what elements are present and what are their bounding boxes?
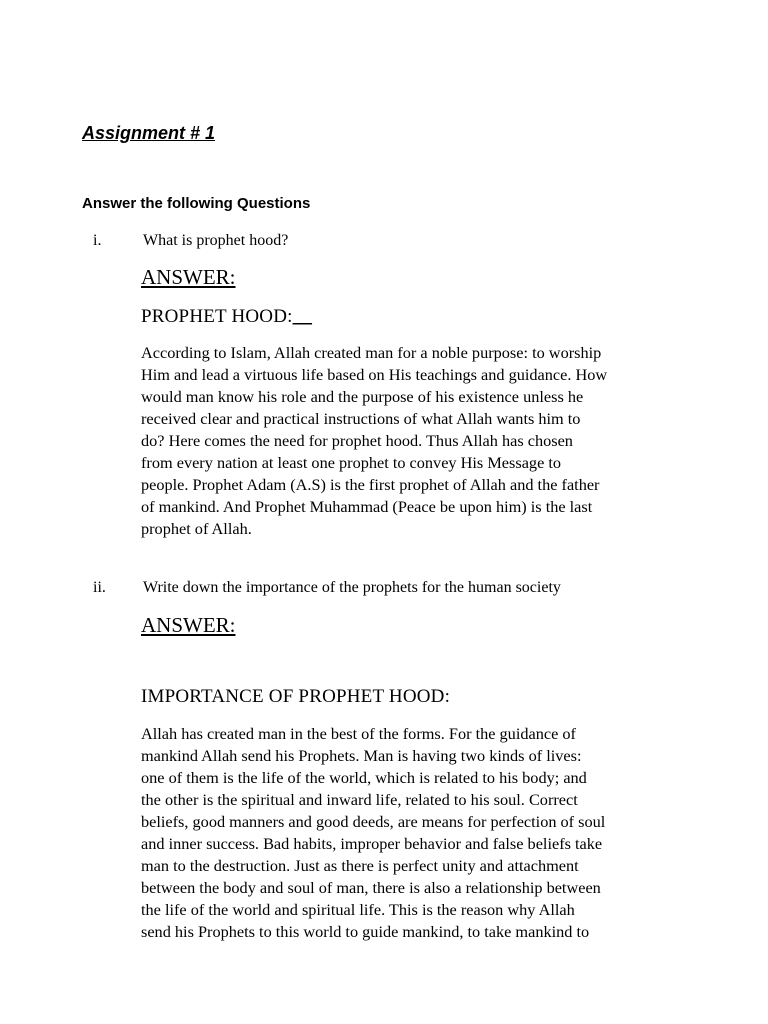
paragraph-line: from every nation at least one prophet to convey His Message to bbox=[141, 453, 562, 472]
paragraph-line: beliefs, good manners and good deeds, are means for perfection of soul bbox=[141, 812, 606, 831]
answer-1-paragraph bbox=[141, 342, 701, 540]
question-1-number: i. bbox=[93, 232, 102, 249]
paragraph-line: the other is the spiritual and inward life, related to his soul. Correct bbox=[141, 790, 578, 809]
paragraph-line: would man know his role and the purpose of his existence unless he bbox=[141, 387, 584, 406]
answer-1-heading-blank: __ bbox=[292, 306, 313, 327]
answer-1-heading-text: PROPHET HOOD: bbox=[141, 306, 293, 327]
question-2-number: ii. bbox=[93, 579, 106, 596]
paragraph-line: Allah has created man in the best of the forms. For the guidance of bbox=[141, 724, 576, 743]
paragraph-line: prophet of Allah. bbox=[141, 519, 252, 538]
paragraph-line: received clear and practical instructions of what Allah wants him to bbox=[141, 409, 581, 428]
paragraph-line: and inner success. Bad habits, improper behavior and false beliefs take bbox=[141, 834, 603, 853]
assignment-title: Assignment # 1 bbox=[82, 123, 216, 143]
answer-1-heading bbox=[141, 306, 312, 328]
question-1-text: What is prophet hood? bbox=[143, 232, 289, 249]
paragraph-line: people. Prophet Adam (A.S) is the first prophet of Allah and the father bbox=[141, 475, 600, 494]
answer-2-label: ANSWER: bbox=[141, 613, 236, 637]
paragraph-line: the life of the world and spiritual life. This is the reason why Allah bbox=[141, 900, 575, 919]
answer-2-heading: IMPORTANCE OF PROPHET HOOD: bbox=[141, 686, 451, 707]
paragraph-line: one of them is the life of the world, which is related to his body; and bbox=[141, 768, 587, 787]
answer-1-label: ANSWER: bbox=[141, 265, 236, 289]
paragraph-line: between the body and soul of man, there is also a relationship between bbox=[141, 878, 601, 897]
paragraph-line: man to the destruction. Just as there is perfect unity and attachment bbox=[141, 856, 579, 875]
instructions-heading: Answer the following Questions bbox=[82, 195, 311, 212]
paragraph-line: do? Here comes the need for prophet hood. Thus Allah has chosen bbox=[141, 431, 573, 450]
paragraph-line: Him and lead a virtuous life based on His teachings and guidance. How bbox=[141, 365, 608, 384]
question-2-text: Write down the importance of the prophets for the human society bbox=[143, 579, 561, 596]
paragraph-line: of mankind. And Prophet Muhammad (Peace be upon him) is the last bbox=[141, 497, 593, 516]
paragraph-line: mankind Allah send his Prophets. Man is having two kinds of lives: bbox=[141, 746, 582, 765]
paragraph-line: According to Islam, Allah created man for a noble purpose: to worship bbox=[141, 343, 602, 362]
answer-2-paragraph bbox=[141, 723, 701, 943]
paragraph-line: send his Prophets to this world to guide mankind, to take mankind to bbox=[141, 922, 590, 941]
